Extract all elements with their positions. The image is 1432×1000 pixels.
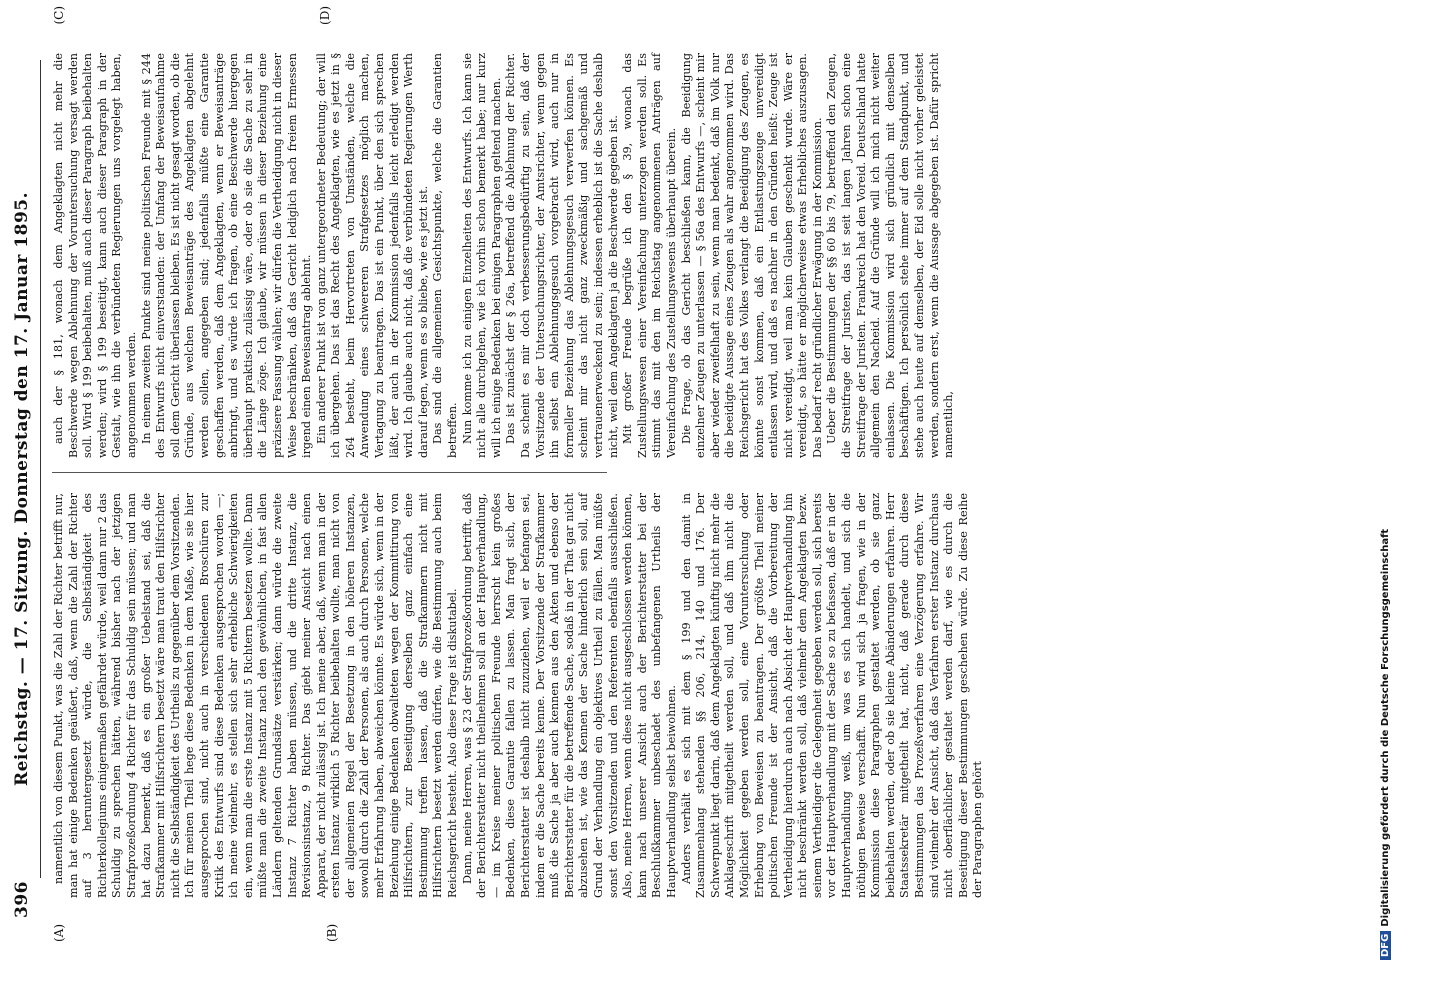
margin-marker-a: (A)	[52, 923, 66, 942]
left-column	[52, 493, 985, 898]
digitization-credit	[1370, 0, 1410, 978]
right-paragraph: Mit großer Freude begrüße ich den § 39, wonach das Zustellungswesen einer Vereinfachung unterzogen werden soll. Es stimmt das mit den im Reichstag angenommenen Anträgen auf Vereinfachung des Zustellungswesens überhaupt überein.	[621, 53, 678, 458]
dfg-logo: DFG	[1380, 931, 1391, 960]
right-paragraph: Nun komme ich zu einigen Einzelheiten des Entwurfs. Ich kann sie nicht alle durchgehen, wie ich vorhin schon bemerkt habe; nur kurz will ich einige Bedenken bei einigen Paragraphen geltend machen.	[460, 53, 503, 458]
credit-line	[1380, 529, 1391, 960]
page-title: Reichstag. — 17. Sitzung. Donnerstag den 17. Januar 1895.	[12, 191, 32, 787]
right-paragraph: Die Frage, ob das Gericht beschließen kann, die Beeidigung einzelner Zeugen zu unterlassen — § 56a des Entwurfs —, scheint mir aber wieder zweifelhaft zu sein, wenn man bedenkt, daß im Volk nur die beeidigte Aussage eines Zeugen als wahr angenommen wird. Das Reichsgericht hat des Volkes verlangt die Beeidigung des Zeugen, es könnte sonst kommen, daß ein Entlastungszeuge unvereidigt entlassen wird, und daß es nachher in den Gründen heißt: Zeuge ist nicht vereidigt, weil man kein Glauben geschenkt wurde. Wäre er vereidigt, so hätte er möglicherweise etwas Erhebliches auszusagen. Das bedarf recht gründlicher Erwägung in der Kommission.	[679, 53, 824, 458]
left-paragraph: Dann, meine Herren, was § 23 der Strafprozeßordnung betrifft, daß der Berichterstatter nicht theilnehmen soll an der Hauptverhandlung, — im Kreise meiner politischen Freunde herrscht kein großes Bedenken, diese Garantie fallen zu lassen. Man fragt sich, der Berichterstatter ist deshalb nicht zuzuziehen, weil er befangen sei, indem er die Sache bereits kenne. Der Vorsitzende der Strafkammer muß die Sache ja aber auch kennen aus den Akten und ebenso der Berichterstatter für die betreffende Sache, sodaß in der That gar nicht abzusehen ist, wie das Kennen der Sache hinderlich sein soll, auf Grund der Verhandlung ein objektives Urtheil zu fällen. Man müßte sonst den Vorsitzenden und den Referenten ebenfalls ausschließen. Also, meine Herren, wenn diese nicht ausgeschlossen werden können, kann nach unserer Ansicht auch der Berichterstatter bei der Beschlußkammer unbeschadet des unbefangenen Urtheils der Hauptverhandlung selbst beiwohnen.	[460, 493, 678, 898]
page-header	[8, 60, 42, 918]
right-paragraph: Ein anderer Punkt ist von ganz untergeordneter Bedeutung; der will ich übergehen. Das ist das Recht des Angeklagten, wie es jetzt in § 264 besteht, beim Hervortreten von Umständen, welche die Anwendung eines schwereren Strafgesetzes möglich machen, Vertagung zu beantragen. Das ist ein Punkt, über den sich sprechen läßt, der auch in der Kommission jedenfalls leicht erledigt werden wird. Ich glaube auch nicht, daß die verbündeten Regierungen Werth darauf legen, wenn es so bliebe, wie es jetzt ist.	[314, 53, 430, 458]
right-paragraph: auch der § 181, wonach dem Angeklagten nicht mehr die Beschwerde wegen Ablehnung der Voruntersuchung versagt werden soll. Wird § 199 beibehalten, muß auch dieser Paragraph beibehalten werden; wird § 199 beseitigt, kann auch dieser Paragraph in der Gestalt, wie ihn die verbündeten Regierungen uns vorgelegt haben, angenommen werden.	[52, 53, 138, 458]
right-column	[52, 53, 956, 458]
margin-marker-d: (D)	[318, 6, 332, 25]
credit-text: Digitalisierung gefördert durch die Deutsche Forschungsgemeinschaft	[1380, 528, 1391, 927]
right-paragraph: In einem zweiten Punkte sind meine politischen Freunde mit § 244 des Entwurfs nicht einverstanden: der Umfang der Beweisaufnahme soll dem Gericht überlassen bleiben. Es ist nicht gesagt worden, ob die Gründe, aus welchen Beweisanträge des Angeklagten abgelehnt werden sollen, angegeben sind; jedenfalls müßte eine Garantie geschaffen werden, daß dem Angeklagten, wenn er Beweisanträge anbringt, und es würde ich fragen, ob eine Beschwerde hiergegen überhaupt praktisch zulässig wäre, oder ob sie die Sache zu sehr in die Länge zöge. Ich glaube, wir müssen in dieser Beziehung eine präzisere Fassung wählen; wir dürfen die Vertheidigung nicht in dieser Weise beschränken, daß das Gericht lediglich nach freiem Ermessen irgend einen Beweisantrag ablehnt.	[139, 53, 314, 458]
column-divider	[52, 472, 607, 473]
header-rule	[40, 60, 41, 878]
page-number: 396	[12, 881, 32, 918]
right-paragraph: Das sind die allgemeinen Gesichtspunkte, welche die Garantien betreffen.	[431, 53, 460, 458]
left-paragraph: namentlich von diesem Punkt, was die Zahl der Richter betrifft nur, man hat einige Bedenken geäußert, daß, wenn die Zahl der Richter auf 3 heruntergesetzt würde, die Selbständigkeit des Richterkollegiums einigermaßen gefährdet würde, weil dann nur 2 das Schuldig zu sprechen hätten, während bisher nach der jetzigen Strafprozeßordnung 4 Richter für das Schuldig sein müssen; und man hat dazu bemerkt, daß es ein großer Uebelstand sei, daß die Strafkammer mit Hilfsrichtern besetzt wäre man traut den Hilfsrichter nicht die Selbständigkeit des Urtheils zu gegenüber dem Vorsitzenden. Ich für meinen Theil hege diese Bedenken in dem Maße, wie sie hier ausgesprochen sind, nicht auch in verschiedenen Broschüren zur Kritik des Entwurfs sind diese Bedenken ausgesprochen worden —; ich meine vielmehr, es stellen sich sehr erhebliche Schwierigkeiten ein, wenn man die erste Instanz mit 5 Richtern besetzen wollte. Dann müßte man die zweite Instanz nach den gewöhnlichen, in fast allen Ländern geltenden Grundsätze verstärken; dann würde die zweite Instanz 7 Richter haben müssen, und die dritte Instanz, die Revisionsinstanz, 9 Richter. Das giebt meiner Ansicht nach einen Apparat, der nicht zulässig ist. Ich meine aber, daß, wenn man in der ersten Instanz wirklich 5 Richter beibehalten wollte, man nicht von der allgemeinen Regel der Besetzung in den höheren Instanzen, sowohl durch die Zahl der Personen, als auch durch Personen, welche mehr Erfahrung haben, abweichen könnte. Es würde sich, wenn in der Beziehung einige Bedenken obwalteten wegen der Kommittirung von Hilfsrichtern, zur Beseitigung derselben ganz einfach eine Bestimmung treffen lassen, daß die Strafkammern nicht mit Hilfsrichtern besetzt werden dürfen, wie die Bestimmung auch beim Reichsgericht besteht. Also diese Frage ist diskutabel.	[52, 493, 460, 898]
left-paragraph: Anders verhält es sich mit dem § 199 und den damit in Zusammenhang stehenden §§ 206, 214, 140 und 176. Der Schwerpunkt liegt darin, daß dem Angeklagten künftig nicht mehr die Anklageschrift mitgetheilt werden soll, und daß ihm nicht die Möglichkeit gegeben werden soll, eine Voruntersuchung oder Erhebung von Beweisen zu beantragen. Der größte Theil meiner politischen Freunde ist der Ansicht, daß die Vorbereitung der Vertheidigung hierdurch auch nach Absicht der Hauptverhandlung hin nicht beschränkt werden soll, daß vielmehr dem Angeklagten bezw. seinem Vertheidiger die Gelegenheit gegeben werden soll, sich bereits vor der Hauptverhandlung mit der Sache so zu befassen, daß er in der Hauptverhandlung weiß, um was es sich handelt, und sich die nöthigen Beweise verschafft. Nun wird sich ja fragen, wie in der Kommission diese Paragraphen gestaltet werden, ob sie ganz beibehalten werden, oder ob sie kleine Abänderungen erfahren. Herr Staatssekretär mitgetheilt hat, nicht, daß gerade durch diese Bestimmungen das Prozeßverfahren eine Verzögerung erfahre. Wir sind vielmehr der Ansicht, daß das Verfahren erster Instanz durchaus nicht oberflächlicher gestaltet werden darf, wie es durch die Beseitigung dieser Bestimmungen geschehen würde. Zu diese Reihe der Paragraphen gehört	[679, 493, 985, 898]
right-paragraph: Das ist zunächst der § 26a, betreffend die Ablehnung der Richter. Da scheint es mir doch verbesserungsbedürftig zu sein, daß der Vorsitzende der Untersuchungsrichter, der Amtsrichter, wenn gegen ihn selbst ein Ablehnungsgesuch vorgebracht wird, auch nur in formeller Beziehung das Ablehnungsgesuch verwerfen können. Es scheint mir das nicht ganz zweckmäßig und sachgemäß und vertrauenerweckend zu sein; indessen erheblich ist die Sache deshalb nicht, weil dem Angeklagten ja die Beschwerde gegeben ist.	[504, 53, 620, 458]
margin-marker-c: (C)	[52, 6, 66, 25]
right-paragraph: Ueber die Bestimmungen der §§ 60 bis 79, betreffend den Zeugen, die Streitfrage der Juristen, das ist seit langen Jahren schon eine Streitfrage der Juristen. Frankreich hat den Voreid. Deutschland hatte allgemein den Nacheid. Auf die Gründe will ich mich nicht weiter einlassen. Die Kommission wird sich gründlich mit denselben beschäftigen. Ich persönlich stehe immer auf dem Standpunkt, und stehe auch heute auf demselben, der Eid solle nicht vorher geleistet werden, sondern erst, wenn die Aussage abgegeben ist. Dafür spricht namentlich,	[825, 53, 956, 458]
margin-marker-b: (B)	[325, 923, 339, 942]
